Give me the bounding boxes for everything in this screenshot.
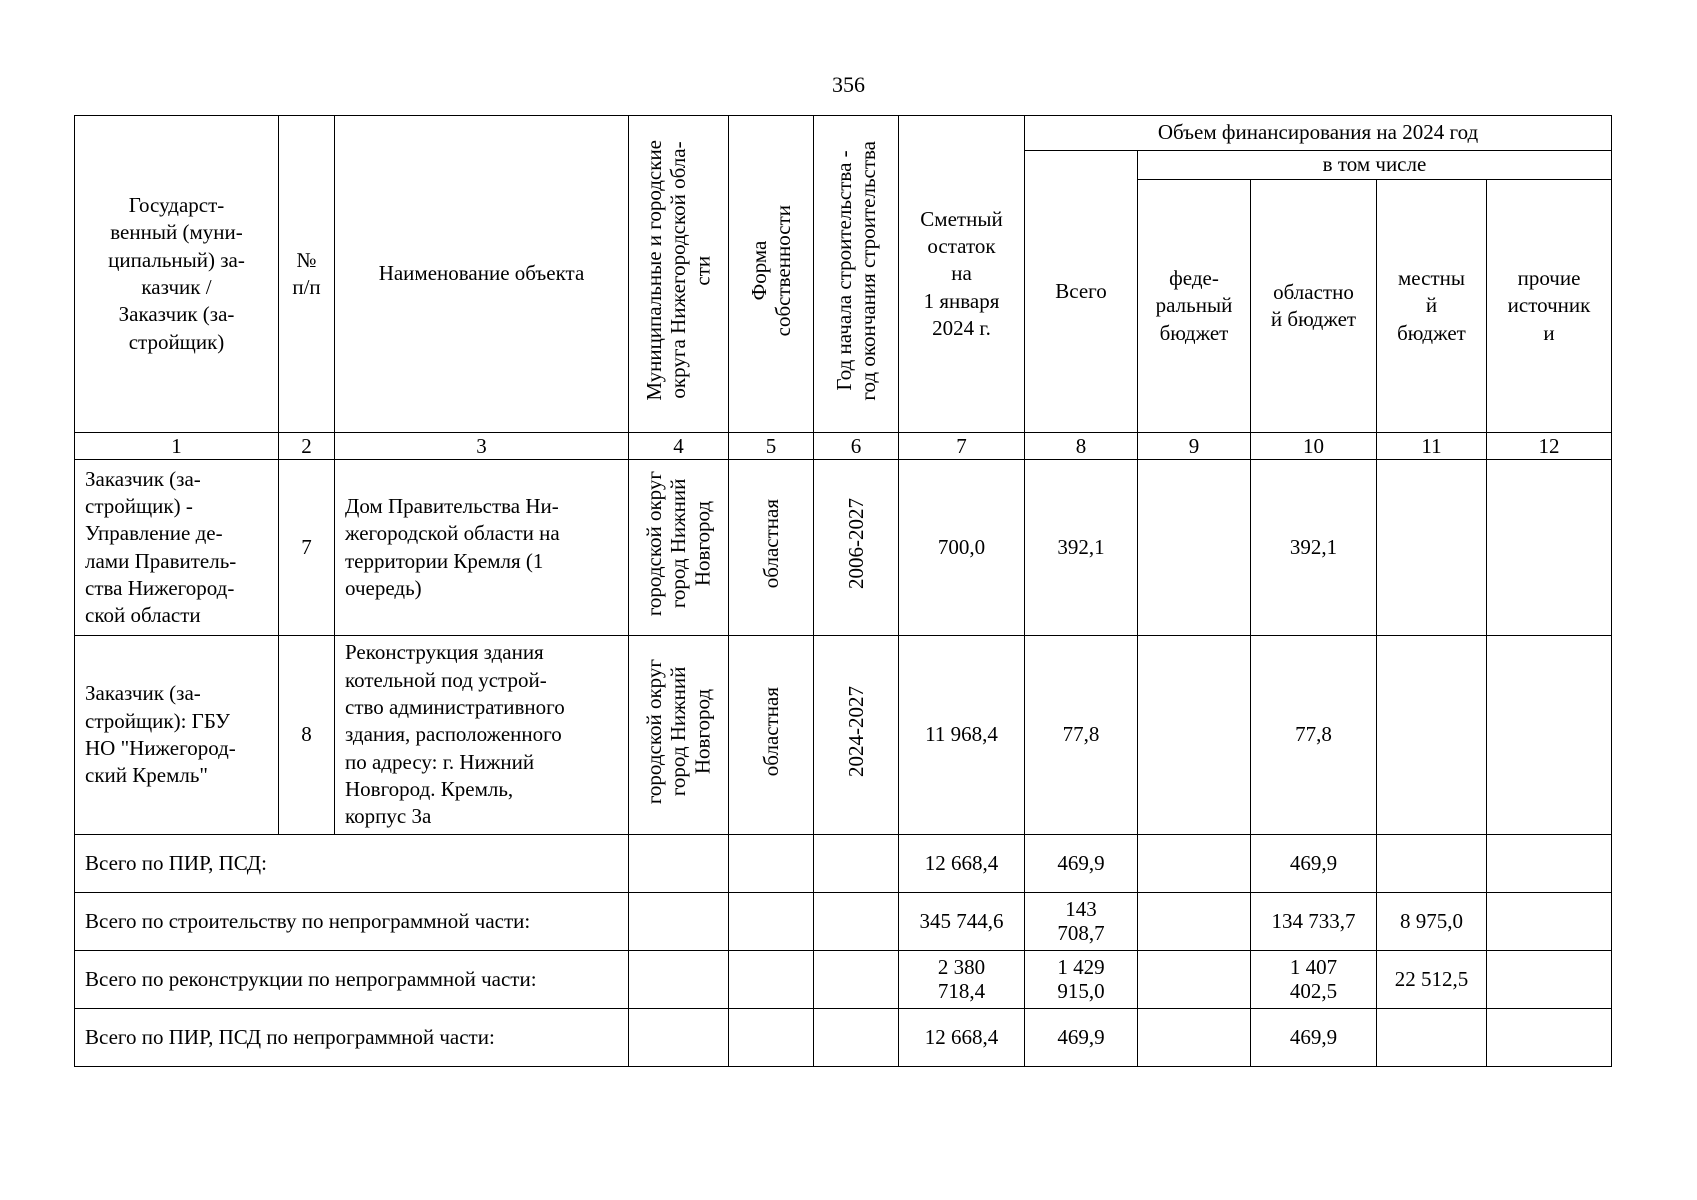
cell-other bbox=[1487, 893, 1612, 951]
cell-remaining: 700,0 bbox=[899, 460, 1025, 636]
table-row bbox=[75, 636, 1612, 835]
table-row bbox=[75, 460, 1612, 636]
cell-regional: 392,1 bbox=[1251, 460, 1377, 636]
total-row bbox=[75, 1009, 1612, 1067]
header-total: Всего bbox=[1025, 151, 1138, 433]
total-row bbox=[75, 835, 1612, 893]
cell-number: 8 bbox=[279, 636, 335, 835]
cell-ownership: областная bbox=[729, 460, 814, 636]
cell-total: 469,9 bbox=[1025, 835, 1138, 893]
cell-empty bbox=[629, 835, 729, 893]
cell-local: 22 512,5 bbox=[1377, 951, 1487, 1009]
column-number: 5 bbox=[729, 433, 814, 460]
header-ownership: Форма собственности bbox=[729, 116, 814, 433]
financing-table bbox=[74, 115, 1612, 1067]
cell-federal bbox=[1138, 460, 1251, 636]
cell-empty bbox=[729, 835, 814, 893]
cell-empty bbox=[729, 951, 814, 1009]
cell-object-name: Реконструкция здания котельной под устрой- ство административного здания, расположенного по адресу: г. Нижний Новгород. Кремль, корпус 3а bbox=[335, 636, 629, 835]
cell-local: 8 975,0 bbox=[1377, 893, 1487, 951]
header-including: в том числе bbox=[1138, 151, 1612, 180]
total-row bbox=[75, 893, 1612, 951]
cell-years: 2006-2027 bbox=[814, 460, 899, 636]
column-number: 12 bbox=[1487, 433, 1612, 460]
cell-empty bbox=[629, 1009, 729, 1067]
cell-regional: 77,8 bbox=[1251, 636, 1377, 835]
cell-district: городской округ город Нижний Новгород bbox=[629, 636, 729, 835]
cell-total: 1 429 915,0 bbox=[1025, 951, 1138, 1009]
cell-total: 469,9 bbox=[1025, 1009, 1138, 1067]
cell-customer: Заказчик (за- стройщик): ГБУ НО "Нижегород- ский Кремль" bbox=[75, 636, 279, 835]
cell-local bbox=[1377, 1009, 1487, 1067]
total-row bbox=[75, 951, 1612, 1009]
cell-ownership: областная bbox=[729, 636, 814, 835]
cell-years: 2024-2027 bbox=[814, 636, 899, 835]
cell-customer: Заказчик (за- стройщик) - Управление де- лами Правитель- ства Нижегород- ской области bbox=[75, 460, 279, 636]
cell-empty bbox=[729, 893, 814, 951]
header-regional: областно й бюджет bbox=[1251, 180, 1377, 433]
cell-empty bbox=[629, 951, 729, 1009]
column-number: 1 bbox=[75, 433, 279, 460]
header-district: Муниципальные и городские округа Нижегородской обла- сти bbox=[629, 116, 729, 433]
cell-empty bbox=[814, 835, 899, 893]
cell-other bbox=[1487, 835, 1612, 893]
total-label: Всего по строительству по непрограммной части: bbox=[75, 893, 629, 951]
header-years: Год начала строительства - год окончания строительства bbox=[814, 116, 899, 433]
cell-local bbox=[1377, 636, 1487, 835]
cell-object-name: Дом Правительства Ни- жегородской области на территории Кремля (1 очередь) bbox=[335, 460, 629, 636]
header-row-1 bbox=[75, 116, 1612, 151]
cell-remaining: 12 668,4 bbox=[899, 835, 1025, 893]
column-number-row bbox=[75, 433, 1612, 460]
cell-federal bbox=[1138, 835, 1251, 893]
column-number: 4 bbox=[629, 433, 729, 460]
column-number: 8 bbox=[1025, 433, 1138, 460]
header-funding-group: Объем финансирования на 2024 год bbox=[1025, 116, 1612, 151]
cell-other bbox=[1487, 460, 1612, 636]
cell-district: городской округ город Нижний Новгород bbox=[629, 460, 729, 636]
total-label: Всего по реконструкции по непрограммной части: bbox=[75, 951, 629, 1009]
cell-empty bbox=[814, 951, 899, 1009]
header-remaining-estimate: Сметный остаток на 1 января 2024 г. bbox=[899, 116, 1025, 433]
header-object-name: Наименование объекта bbox=[335, 116, 629, 433]
cell-empty bbox=[729, 1009, 814, 1067]
cell-regional: 134 733,7 bbox=[1251, 893, 1377, 951]
cell-regional: 1 407 402,5 bbox=[1251, 951, 1377, 1009]
header-federal: феде- ральный бюджет bbox=[1138, 180, 1251, 433]
column-number: 7 bbox=[899, 433, 1025, 460]
header-other: прочие источник и bbox=[1487, 180, 1612, 433]
header-number: № п/п bbox=[279, 116, 335, 433]
total-label: Всего по ПИР, ПСД: bbox=[75, 835, 629, 893]
cell-empty bbox=[629, 893, 729, 951]
header-customer: Государст- венный (муни- ципальный) за- казчик / Заказчик (за- стройщик) bbox=[75, 116, 279, 433]
column-number: 3 bbox=[335, 433, 629, 460]
cell-total: 143 708,7 bbox=[1025, 893, 1138, 951]
cell-regional: 469,9 bbox=[1251, 835, 1377, 893]
cell-other bbox=[1487, 951, 1612, 1009]
cell-federal bbox=[1138, 636, 1251, 835]
column-number: 6 bbox=[814, 433, 899, 460]
cell-empty bbox=[814, 893, 899, 951]
header-local: местны й бюджет bbox=[1377, 180, 1487, 433]
cell-remaining: 12 668,4 bbox=[899, 1009, 1025, 1067]
column-number: 2 bbox=[279, 433, 335, 460]
cell-federal bbox=[1138, 893, 1251, 951]
cell-remaining: 345 744,6 bbox=[899, 893, 1025, 951]
column-number: 11 bbox=[1377, 433, 1487, 460]
cell-remaining: 11 968,4 bbox=[899, 636, 1025, 835]
cell-total: 392,1 bbox=[1025, 460, 1138, 636]
cell-other bbox=[1487, 636, 1612, 835]
cell-federal bbox=[1138, 951, 1251, 1009]
cell-local bbox=[1377, 460, 1487, 636]
cell-federal bbox=[1138, 1009, 1251, 1067]
cell-total: 77,8 bbox=[1025, 636, 1138, 835]
cell-regional: 469,9 bbox=[1251, 1009, 1377, 1067]
cell-other bbox=[1487, 1009, 1612, 1067]
page-number: 356 bbox=[832, 72, 865, 97]
cell-empty bbox=[814, 1009, 899, 1067]
cell-local bbox=[1377, 835, 1487, 893]
total-label: Всего по ПИР, ПСД по непрограммной части: bbox=[75, 1009, 629, 1067]
cell-number: 7 bbox=[279, 460, 335, 636]
column-number: 10 bbox=[1251, 433, 1377, 460]
column-number: 9 bbox=[1138, 433, 1251, 460]
cell-remaining: 2 380 718,4 bbox=[899, 951, 1025, 1009]
